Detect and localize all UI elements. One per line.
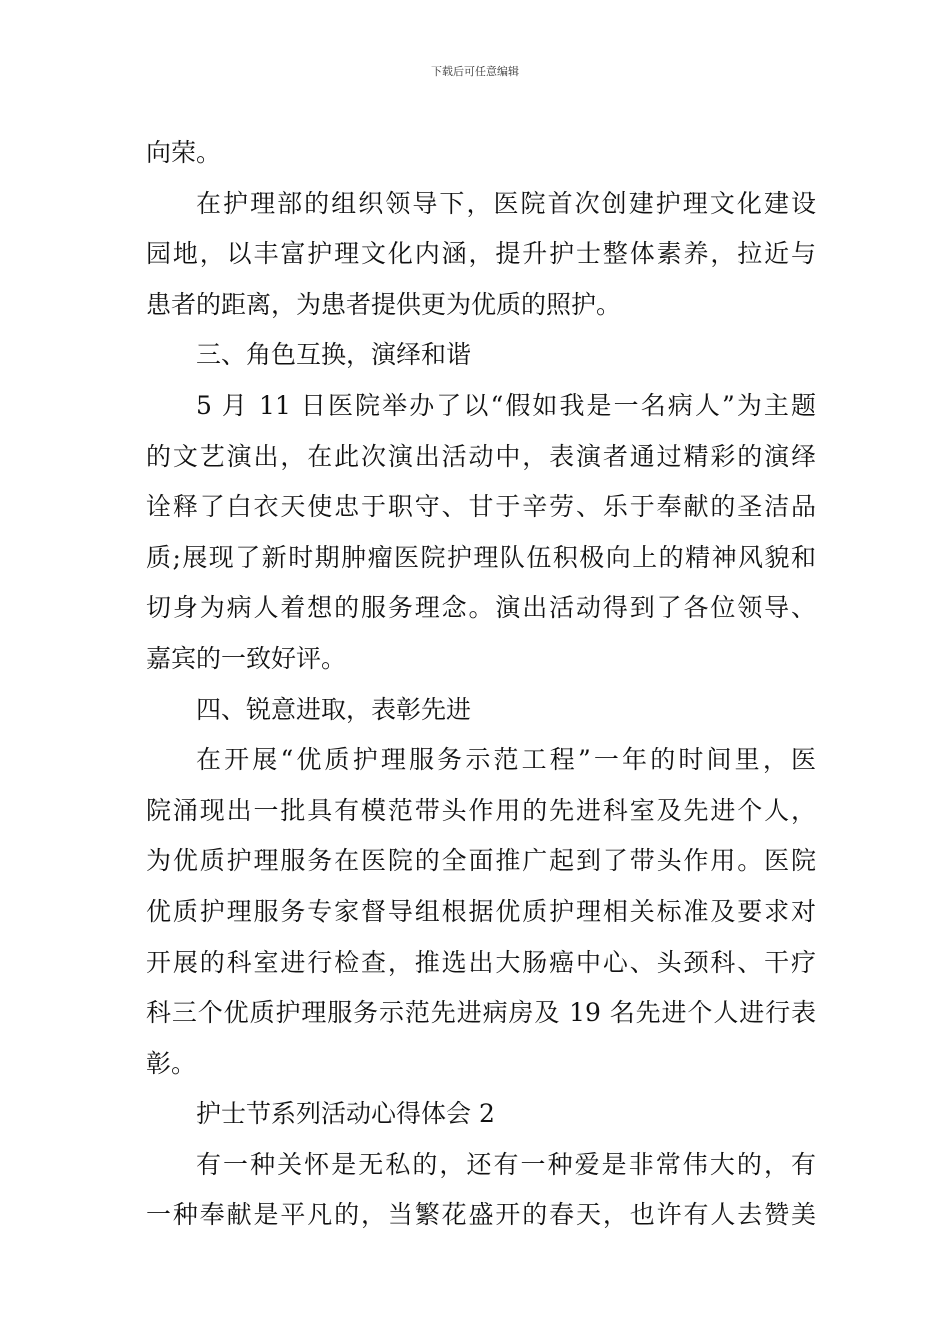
section-heading (146, 1089, 816, 1140)
text-line: 四、锐意进取，表彰先进 (196, 694, 472, 724)
text-line: 护士节系列活动心得体会 2 (196, 1099, 495, 1129)
section-heading (146, 685, 816, 736)
text-line: 质;展现了新时期肿瘤医院护理队伍积极向上的精神风貌和 (146, 542, 816, 572)
text-line: 一种奉献是平凡的，当繁花盛开的春天，也许有人去赞美 (146, 1200, 816, 1230)
text-line: 科三个优质护理服务示范先进病房及 19 名先进个人进行表 (146, 998, 816, 1028)
paragraph (146, 381, 816, 685)
paragraph (146, 735, 816, 1089)
text-line: 切身为病人着想的服务理念。演出活动得到了各位领导、 (146, 593, 816, 623)
text-line: 有一种关怀是无私的，还有一种爱是非常伟大的，有 (196, 1149, 816, 1179)
text-line: 院涌现出一批具有模范带头作用的先进科室及先进个人， (146, 795, 816, 825)
text-line: 诠释了白衣天使忠于职守、甘于辛劳、乐于奉献的圣洁品 (146, 492, 816, 522)
text-line: 患者的距离，为患者提供更为优质的照护。 (146, 289, 622, 319)
text-line: 在开展“优质护理服务示范工程”一年的时间里，医 (196, 745, 816, 775)
text-line: 在护理部的组织领导下，医院首次创建护理文化建设 (196, 188, 816, 218)
text-line: 三、角色互换，演绎和谐 (196, 340, 472, 370)
section-heading (146, 330, 816, 381)
paragraph (146, 128, 816, 179)
page-header: 下载后可任意编辑 (431, 65, 519, 78)
text-line: 5 月 11 日医院举办了以“假如我是一名病人”为主题 (196, 390, 816, 420)
text-line: 嘉宾的一致好评。 (146, 643, 347, 673)
text-line: 向荣。 (146, 138, 222, 167)
text-line: 为优质护理服务在医院的全面推广起到了带头作用。医院 (146, 846, 816, 876)
document-body (146, 128, 816, 1241)
paragraph (146, 1140, 816, 1241)
text-line: 开展的科室进行检查，推选出大肠癌中心、头颈科、干疗 (146, 947, 816, 977)
text-line: 彰。 (146, 1048, 197, 1078)
text-line: 园地，以丰富护理文化内涵，提升护士整体素养，拉近与 (146, 239, 816, 269)
paragraph (146, 179, 816, 331)
text-line: 的文艺演出，在此次演出活动中，表演者通过精彩的演绎 (146, 441, 816, 471)
text-line: 优质护理服务专家督导组根据优质护理相关标准及要求对 (146, 896, 816, 926)
